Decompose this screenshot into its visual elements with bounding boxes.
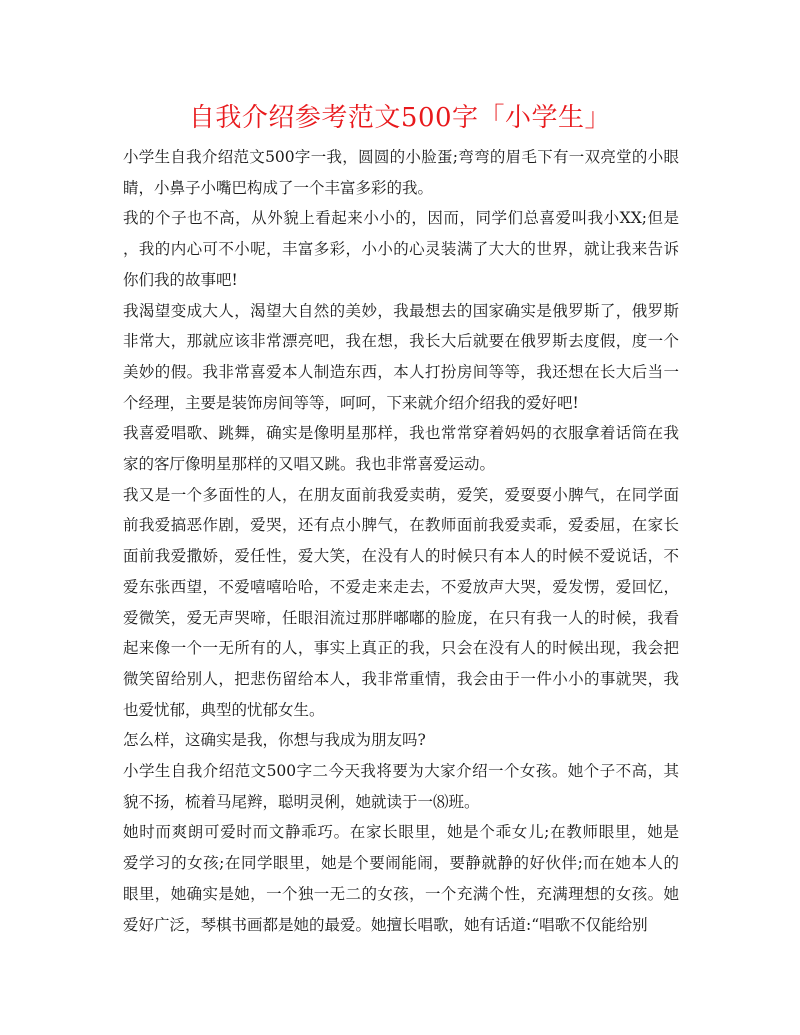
paragraph-line: 非常大，那就应该非常漂亮吧，我在想，我长大后就要在俄罗斯去度假，度一个 — [123, 332, 679, 351]
paragraph — [123, 296, 679, 419]
paragraph-line: 你们我的故事吧! — [123, 270, 238, 289]
document-body — [123, 142, 679, 940]
paragraph-line: 怎么样，这确实是我，你想与我成为朋友吗? — [123, 731, 426, 750]
paragraph-line: 我喜爱唱歌、跳舞，确实是像明星那样，我也常常穿着妈妈的衣服拿着话筒在我 — [123, 424, 679, 443]
paragraph-line: ，我的内心可不小呢，丰富多彩，小小的心灵装满了大大的世界，就让我来告诉 — [123, 240, 679, 259]
paragraph-line: 她时而爽朗可爱时而文静乖巧。在家长眼里，她是个乖女儿;在教师眼里，她是 — [123, 823, 679, 842]
paragraph-line: 也爱忧郁，典型的忧郁女生。 — [123, 700, 325, 719]
paragraph — [123, 418, 679, 479]
paragraph-line: 美妙的假。我非常喜爱本人制造东西，本人打扮房间等等，我还想在长大后当一 — [123, 362, 679, 381]
paragraph-line: 我又是一个多面性的人，在朋友面前我爱卖萌，爱笑，爱耍耍小脾气，在同学面 — [123, 485, 679, 504]
paragraph — [123, 817, 679, 940]
paragraph — [123, 203, 679, 295]
paragraph-line: 微笑留给别人，把悲伤留给本人，我非常重情，我会由于一件小小的事就哭，我 — [123, 669, 679, 688]
paragraph-line: 爱好广泛，琴棋书画都是她的最爱。她擅长唱歌，她有话道:“唱歌不仅能给别 — [123, 915, 648, 934]
paragraph-line: 个经理，主要是装饰房间等等，呵呵，下来就介绍介绍我的爱好吧! — [123, 393, 579, 412]
paragraph — [123, 142, 679, 203]
paragraph-line: 起来像一个一无所有的人，事实上真正的我，只会在没有人的时候出现，我会把 — [123, 639, 679, 658]
paragraph-line: 前我爱搞恶作剧，爱哭，还有点小脾气，在教师面前我爱卖乖，爱委屈，在家长 — [123, 516, 679, 535]
paragraph-line: 面前我爱撒娇，爱任性，爱大笑，在没有人的时候只有本人的时候不爱说话，不 — [123, 547, 679, 566]
paragraph — [123, 756, 679, 817]
paragraph — [123, 480, 679, 726]
paragraph — [123, 725, 679, 756]
paragraph-line: 小学生自我介绍范文500字一我，圆圆的小脸蛋;弯弯的眉毛下有一双亮堂的小眼 — [123, 148, 679, 166]
paragraph-line: 我渴望变成大人，渴望大自然的美妙，我最想去的国家确实是俄罗斯了，俄罗斯 — [123, 301, 679, 320]
paragraph-line: 睛，小鼻子小嘴巴构成了一个丰富多彩的我。 — [123, 178, 434, 197]
paragraph-line: 小学生自我介绍范文500字二今天我将要为大家介绍一个女孩。她个子不高，其 — [123, 762, 679, 781]
paragraph-line: 爱东张西望，不爱嘻嘻哈哈，不爱走来走去，不爱放声大哭，爱发愣，爱回忆， — [123, 577, 679, 596]
paragraph-line: 家的客厅像明星那样的又唱又跳。我也非常喜爱运动。 — [123, 455, 496, 474]
document-title: 自我介绍参考范文500字「小学生」 — [188, 103, 612, 133]
paragraph-line: 貌不扬，梳着马尾辫，聪明灵俐，她就读于一⑻班。 — [123, 792, 480, 811]
paragraph-line: 眼里，她确实是她，一个独一无二的女孩，一个充满个性，充满理想的女孩。她 — [123, 884, 679, 903]
paragraph-line: 爱微笑，爱无声哭啼，任眼泪流过那胖嘟嘟的脸庞，在只有我一人的时候，我看 — [123, 608, 679, 627]
paragraph-line: 爱学习的女孩;在同学眼里，她是个要闹能闹，要静就静的好伙伴;而在她本人的 — [123, 854, 679, 873]
paragraph-line: 我的个子也不高，从外貌上看起来小小的，因而，同学们总喜爱叫我小XX;但是 — [123, 209, 679, 228]
